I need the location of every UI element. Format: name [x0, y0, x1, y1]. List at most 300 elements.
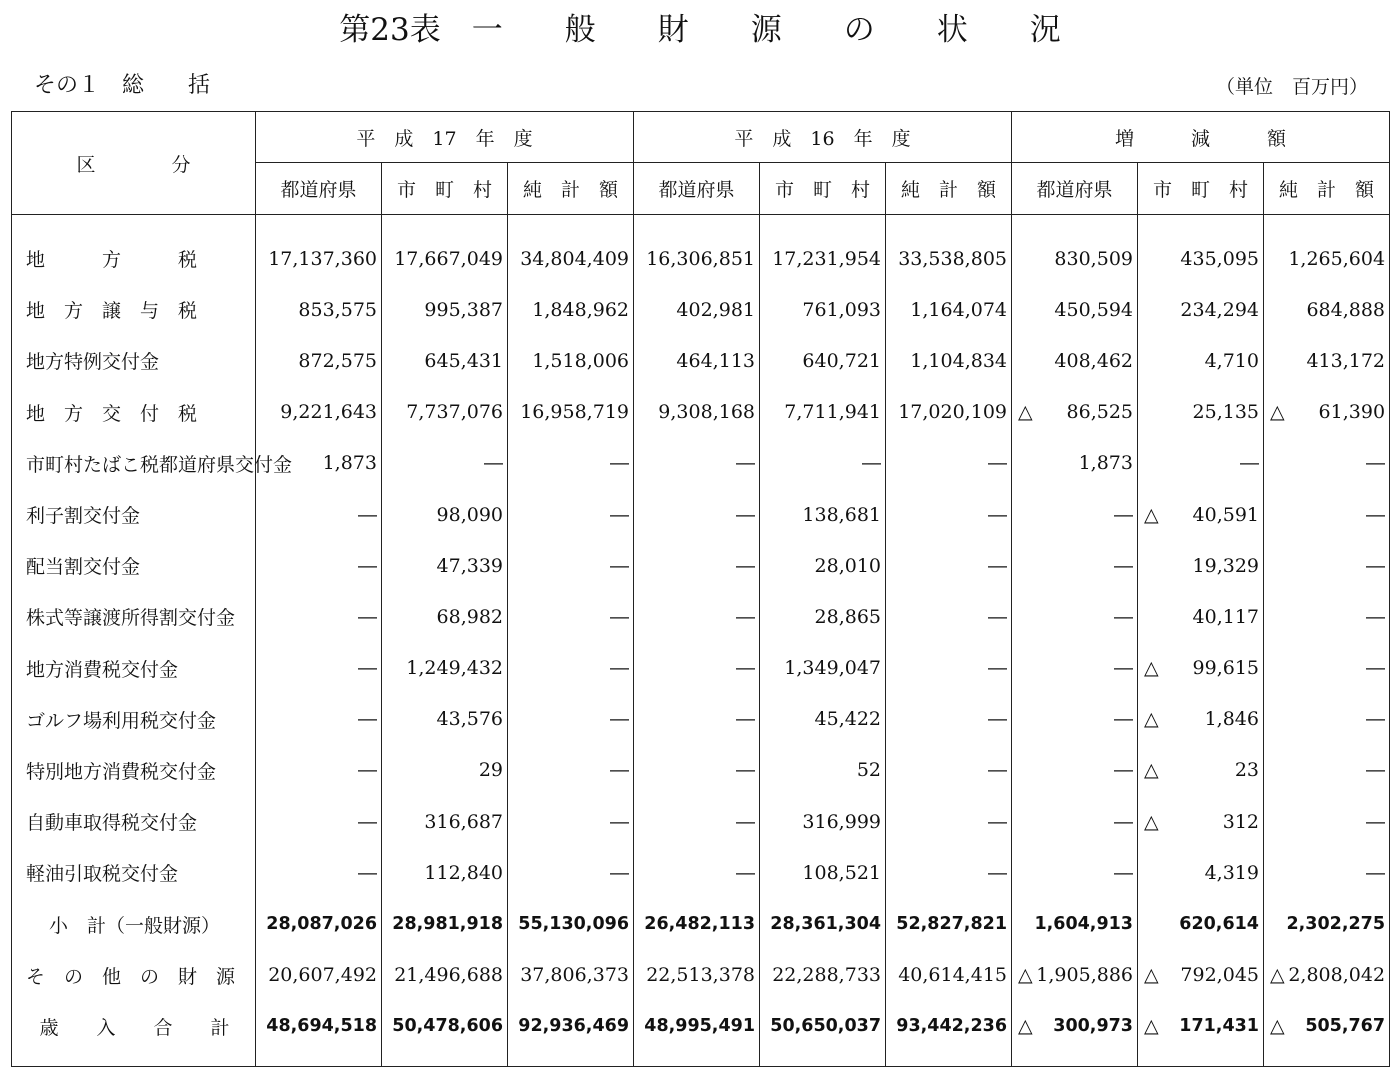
cell-value: ― — [1114, 708, 1133, 731]
cell-value: ― — [358, 708, 377, 731]
table-cell — [886, 335, 1012, 386]
cell-value: 1,905,886 — [1036, 964, 1133, 987]
cell-value: 4,710 — [1204, 349, 1259, 372]
table-cell — [886, 898, 1012, 949]
cell-value: 108,521 — [802, 861, 881, 884]
table-cell — [508, 335, 634, 386]
table-cell — [1264, 489, 1390, 540]
cell-value: ― — [610, 605, 629, 628]
cell-value: ― — [1366, 708, 1386, 731]
table-cell — [760, 796, 886, 847]
cell-value: 464,113 — [676, 349, 755, 372]
cell-value: 2,808,042 — [1288, 964, 1386, 987]
cell-value: ― — [358, 605, 377, 628]
table-cell — [1264, 540, 1390, 591]
table-row — [12, 847, 1390, 898]
table-cell — [256, 898, 382, 949]
cell-value: 234,294 — [1180, 298, 1259, 321]
table-row — [12, 335, 1390, 386]
table-cell — [886, 745, 1012, 796]
table-row — [12, 489, 1390, 540]
table-cell — [1012, 898, 1138, 949]
cell-value: ― — [610, 503, 629, 526]
row-label: 利子割交付金 — [26, 505, 141, 528]
table-cell — [634, 233, 760, 284]
cell-value: 1,104,834 — [910, 349, 1007, 372]
cell-value: ― — [988, 452, 1007, 475]
table-cell — [1012, 847, 1138, 898]
row-label: 地 方 税 — [26, 249, 198, 272]
table-cell — [760, 335, 886, 386]
cell-value: 138,681 — [802, 503, 881, 526]
cell-value: ― — [736, 810, 755, 833]
cell-value: ― — [358, 759, 377, 782]
table-cell — [382, 643, 508, 694]
cell-value: 40,614,415 — [898, 964, 1007, 987]
table-cell — [382, 745, 508, 796]
cell-value: 22,288,733 — [772, 964, 881, 987]
row-label: 地方特例交付金 — [26, 351, 160, 374]
cell-value: 9,308,168 — [658, 401, 755, 424]
cell-value: ― — [736, 861, 755, 884]
table-cell — [760, 950, 886, 1001]
table-cell — [1012, 745, 1138, 796]
cell-value: 830,509 — [1054, 247, 1133, 270]
table-cell — [382, 489, 508, 540]
header-subcol: 都道府県 — [634, 163, 760, 215]
table-cell — [760, 694, 886, 745]
table-row — [12, 540, 1390, 591]
cell-value: 413,172 — [1306, 349, 1386, 372]
table-cell — [382, 847, 508, 898]
table-cell — [760, 387, 886, 438]
table-cell — [1138, 438, 1264, 489]
cell-value: 26,482,113 — [644, 914, 755, 935]
table-cell — [256, 335, 382, 386]
table-cell — [1264, 438, 1390, 489]
cell-value: ― — [1366, 657, 1386, 680]
cell-value: ― — [1114, 605, 1133, 628]
cell-value: 47,339 — [436, 554, 503, 577]
cell-value: 7,737,076 — [406, 401, 503, 424]
table-cell — [760, 847, 886, 898]
table-cell — [760, 233, 886, 284]
cell-value: ― — [736, 708, 755, 731]
table-cell — [634, 284, 760, 335]
cell-value: ― — [736, 452, 755, 475]
header-group-h16: 平 成 16 年 度 — [634, 112, 1012, 163]
table-cell — [1012, 489, 1138, 540]
cell-value: 28,087,026 — [266, 914, 377, 935]
row-label: 株式等譲渡所得割交付金 — [26, 607, 236, 630]
table-cell — [1012, 540, 1138, 591]
cell-value: 43,576 — [436, 708, 503, 731]
table-cell — [508, 438, 634, 489]
cell-value: ― — [1114, 861, 1133, 884]
table-cell — [1012, 387, 1138, 438]
table-cell — [1264, 233, 1390, 284]
cell-value: 1,518,006 — [532, 349, 629, 372]
table-cell — [508, 796, 634, 847]
cell-value: 9,221,643 — [280, 401, 377, 424]
cell-value: 55,130,096 — [518, 914, 629, 935]
general-revenue-table — [11, 111, 1390, 1067]
cell-value: 99,615 — [1192, 657, 1259, 680]
cell-value: ― — [358, 554, 377, 577]
header-subcol: 純 計 額 — [886, 163, 1012, 215]
cell-value: 792,045 — [1180, 964, 1259, 987]
table-cell — [634, 591, 760, 642]
table-cell — [1264, 950, 1390, 1001]
table-cell — [382, 233, 508, 284]
cell-value: 1,265,604 — [1288, 247, 1386, 270]
cell-value: ― — [358, 810, 377, 833]
cell-value: 40,591 — [1192, 503, 1259, 526]
cell-value: ― — [1114, 503, 1133, 526]
negative-triangle-icon: △ — [1018, 964, 1033, 987]
table-cell — [1138, 745, 1264, 796]
table-subtitle: その１ 総 括 — [34, 73, 211, 98]
cell-value: ― — [610, 708, 629, 731]
table-cell — [382, 591, 508, 642]
cell-value: 1,164,074 — [910, 298, 1007, 321]
table-cell — [1138, 284, 1264, 335]
cell-value: 17,231,954 — [772, 247, 881, 270]
table-cell — [1138, 335, 1264, 386]
header-subcol: 都道府県 — [256, 163, 382, 215]
table-cell — [1264, 1001, 1390, 1052]
cell-value: 1,873 — [1078, 452, 1133, 475]
cell-value: 505,767 — [1305, 1016, 1386, 1037]
cell-value: 86,525 — [1066, 401, 1133, 424]
cell-value: 16,306,851 — [646, 247, 755, 270]
cell-value: 45,422 — [814, 708, 881, 731]
cell-value: ― — [736, 759, 755, 782]
negative-triangle-icon: △ — [1144, 759, 1159, 782]
cell-value: 61,390 — [1318, 401, 1386, 424]
cell-value: 50,478,606 — [392, 1016, 503, 1037]
table-cell — [1138, 540, 1264, 591]
cell-value: 25,135 — [1192, 401, 1259, 424]
table-cell — [1138, 950, 1264, 1001]
table-cell — [886, 284, 1012, 335]
table-cell — [256, 745, 382, 796]
table-cell — [382, 438, 508, 489]
cell-value: ― — [736, 605, 755, 628]
row-label: そ の 他 の 財 源 — [26, 965, 236, 988]
table-cell — [382, 950, 508, 1001]
table-cell — [634, 950, 760, 1001]
cell-value: ― — [862, 452, 881, 475]
row-label: 軽油引取税交付金 — [26, 863, 179, 886]
header-subcol: 市 町 村 — [382, 163, 508, 215]
table-cell — [256, 694, 382, 745]
table-cell — [886, 591, 1012, 642]
cell-value: 17,137,360 — [268, 247, 377, 270]
cell-value: ― — [358, 657, 377, 680]
table-cell — [508, 1001, 634, 1052]
cell-value: ― — [988, 810, 1007, 833]
table-cell — [886, 796, 1012, 847]
cell-value: ― — [610, 657, 629, 680]
cell-value: ― — [736, 503, 755, 526]
cell-value: ― — [1366, 759, 1386, 782]
table-cell — [1012, 694, 1138, 745]
table-cell — [760, 898, 886, 949]
table-row — [12, 1001, 1390, 1052]
table-cell — [1138, 1001, 1264, 1052]
table-cell — [1264, 335, 1390, 386]
table-cell — [634, 898, 760, 949]
cell-value: ― — [988, 503, 1007, 526]
cell-value: ― — [1366, 554, 1386, 577]
negative-triangle-icon: △ — [1144, 810, 1159, 833]
table-cell — [886, 694, 1012, 745]
cell-value: ― — [988, 708, 1007, 731]
table-cell — [760, 438, 886, 489]
cell-value: 112,840 — [424, 861, 503, 884]
cell-value: 312 — [1222, 810, 1259, 833]
cell-value: 28,361,304 — [770, 914, 881, 935]
table-cell — [508, 643, 634, 694]
table-cell — [1264, 591, 1390, 642]
cell-value: 171,431 — [1179, 1016, 1259, 1037]
table-cell — [1012, 1001, 1138, 1052]
row-label: 特別地方消費税交付金 — [26, 760, 217, 783]
table-cell — [1138, 489, 1264, 540]
table-cell — [382, 284, 508, 335]
row-label: 市町村たばこ税都道府県交付金 — [26, 453, 293, 476]
table-cell — [1138, 694, 1264, 745]
cell-value: 620,614 — [1179, 914, 1259, 935]
table-cell — [508, 284, 634, 335]
negative-triangle-icon: △ — [1144, 657, 1159, 680]
cell-value: 995,387 — [424, 298, 503, 321]
table-cell — [1264, 284, 1390, 335]
cell-value: ― — [1366, 605, 1386, 628]
table-cell — [508, 694, 634, 745]
row-label: 歳 入 合 計 — [39, 1016, 230, 1039]
table-cell — [1138, 233, 1264, 284]
cell-value: 68,982 — [436, 605, 503, 628]
cell-value: 92,936,469 — [518, 1016, 629, 1037]
cell-value: 52,827,821 — [896, 914, 1007, 935]
row-label: 小 計（一般財源） — [48, 914, 220, 937]
table-cell — [256, 489, 382, 540]
negative-triangle-icon: △ — [1144, 708, 1159, 731]
table-cell — [760, 284, 886, 335]
table-cell — [508, 950, 634, 1001]
table-cell — [382, 335, 508, 386]
table-row — [12, 745, 1390, 796]
cell-value: 48,995,491 — [644, 1016, 755, 1037]
row-label: 配当割交付金 — [26, 556, 141, 579]
table-cell — [886, 847, 1012, 898]
table-row — [12, 898, 1390, 949]
table-cell — [886, 489, 1012, 540]
table-row — [12, 796, 1390, 847]
cell-value: 1,249,432 — [406, 657, 503, 680]
cell-value: 17,020,109 — [898, 401, 1007, 424]
cell-value: 21,496,688 — [394, 964, 503, 987]
table-row — [12, 387, 1390, 438]
table-cell — [1138, 591, 1264, 642]
table-cell — [382, 796, 508, 847]
negative-triangle-icon: △ — [1270, 1015, 1285, 1038]
table-cell — [760, 540, 886, 591]
table-cell — [634, 847, 760, 898]
table-title: 第23表 一 般 財 源 の 状 況 — [339, 12, 1061, 48]
table-cell — [1012, 335, 1138, 386]
table-cell — [760, 1001, 886, 1052]
cell-value: 33,538,805 — [898, 247, 1007, 270]
header-subcol: 純 計 額 — [1264, 163, 1390, 215]
cell-value: 1,848,962 — [532, 298, 629, 321]
table-cell — [886, 950, 1012, 1001]
cell-value: 19,329 — [1192, 554, 1259, 577]
cell-value: ― — [1114, 759, 1133, 782]
table-cell — [382, 1001, 508, 1052]
table-cell — [634, 1001, 760, 1052]
table-cell — [760, 745, 886, 796]
table-cell — [1012, 643, 1138, 694]
table-cell — [1012, 950, 1138, 1001]
cell-value: 28,010 — [814, 554, 881, 577]
cell-value: ― — [484, 452, 503, 475]
table-cell — [634, 796, 760, 847]
table-cell — [1138, 796, 1264, 847]
table-cell — [886, 387, 1012, 438]
header-subcol: 純 計 額 — [508, 163, 634, 215]
cell-value: 34,804,409 — [520, 247, 629, 270]
cell-value: ― — [358, 861, 377, 884]
table-cell — [382, 694, 508, 745]
table-cell — [1264, 387, 1390, 438]
table-cell — [886, 1001, 1012, 1052]
cell-value: 17,667,049 — [394, 247, 503, 270]
table-cell — [508, 540, 634, 591]
cell-value: 1,349,047 — [784, 657, 881, 680]
table-row — [12, 694, 1390, 745]
row-label: 自動車取得税交付金 — [26, 812, 198, 835]
table-cell — [508, 387, 634, 438]
header-subcol: 都道府県 — [1012, 163, 1138, 215]
cell-value: 1,873 — [322, 452, 377, 475]
cell-value: 22,513,378 — [646, 964, 755, 987]
table-cell — [508, 847, 634, 898]
negative-triangle-icon: △ — [1018, 401, 1033, 424]
cell-value: ― — [1366, 810, 1386, 833]
table-row — [12, 438, 1390, 489]
table-cell — [1012, 438, 1138, 489]
table-cell — [634, 745, 760, 796]
table-row — [12, 591, 1390, 642]
cell-value: 37,806,373 — [520, 964, 629, 987]
cell-value: ― — [610, 452, 629, 475]
table-cell — [382, 898, 508, 949]
cell-value: 29 — [478, 759, 503, 782]
negative-triangle-icon: △ — [1144, 1015, 1159, 1038]
negative-triangle-icon: △ — [1144, 503, 1159, 526]
table-row — [12, 643, 1390, 694]
cell-value: ― — [1240, 452, 1259, 475]
table-cell — [760, 489, 886, 540]
cell-value: 4,319 — [1204, 861, 1259, 884]
table-cell — [634, 540, 760, 591]
cell-value: 872,575 — [298, 349, 377, 372]
table-cell — [256, 796, 382, 847]
cell-value: 2,302,275 — [1286, 914, 1386, 935]
table-cell — [1264, 898, 1390, 949]
cell-value: 20,607,492 — [268, 964, 377, 987]
cell-value: ― — [358, 503, 377, 526]
table-row — [12, 284, 1390, 335]
table-cell — [256, 1001, 382, 1052]
table-cell — [256, 387, 382, 438]
row-label: 地 方 交 付 税 — [26, 402, 198, 425]
cell-value: ― — [1366, 503, 1386, 526]
table-cell — [256, 284, 382, 335]
cell-value: ― — [610, 554, 629, 577]
cell-value: 640,721 — [802, 349, 881, 372]
cell-value: 1,604,913 — [1034, 914, 1133, 935]
table-cell — [256, 643, 382, 694]
table-cell — [256, 950, 382, 1001]
row-label: 地 方 譲 与 税 — [26, 300, 198, 323]
cell-value: 684,888 — [1306, 298, 1386, 321]
table-cell — [1264, 694, 1390, 745]
cell-value: 23 — [1234, 759, 1259, 782]
cell-value: 408,462 — [1054, 349, 1133, 372]
header-subcol: 市 町 村 — [760, 163, 886, 215]
table-cell — [1264, 745, 1390, 796]
table-cell — [886, 438, 1012, 489]
table-row — [12, 950, 1390, 1001]
table-cell — [1138, 643, 1264, 694]
cell-value: 1,846 — [1204, 708, 1259, 731]
table-cell — [634, 387, 760, 438]
cell-value: 50,650,037 — [770, 1016, 881, 1037]
cell-value: 98,090 — [436, 503, 503, 526]
cell-value: 435,095 — [1180, 247, 1259, 270]
table-cell — [1138, 387, 1264, 438]
table-cell — [1012, 284, 1138, 335]
cell-value: 853,575 — [298, 298, 377, 321]
cell-value: 645,431 — [424, 349, 503, 372]
table-cell — [256, 233, 382, 284]
negative-triangle-icon: △ — [1144, 964, 1159, 987]
cell-value: ― — [1366, 452, 1386, 475]
negative-triangle-icon: △ — [1270, 401, 1285, 424]
cell-value: ― — [1114, 810, 1133, 833]
table-cell — [1138, 847, 1264, 898]
cell-value: ― — [988, 605, 1007, 628]
table-cell — [508, 898, 634, 949]
cell-value: 450,594 — [1054, 298, 1133, 321]
cell-value: 402,981 — [676, 298, 755, 321]
table-cell — [760, 591, 886, 642]
table-cell — [382, 540, 508, 591]
cell-value: 300,973 — [1053, 1016, 1133, 1037]
row-label: ゴルフ場利用税交付金 — [26, 709, 217, 732]
table-cell — [1012, 796, 1138, 847]
cell-value: 40,117 — [1192, 605, 1259, 628]
table-cell — [634, 643, 760, 694]
cell-value: 93,442,236 — [896, 1016, 1007, 1037]
cell-value: ― — [988, 554, 1007, 577]
negative-triangle-icon: △ — [1270, 964, 1285, 987]
table-cell — [634, 438, 760, 489]
